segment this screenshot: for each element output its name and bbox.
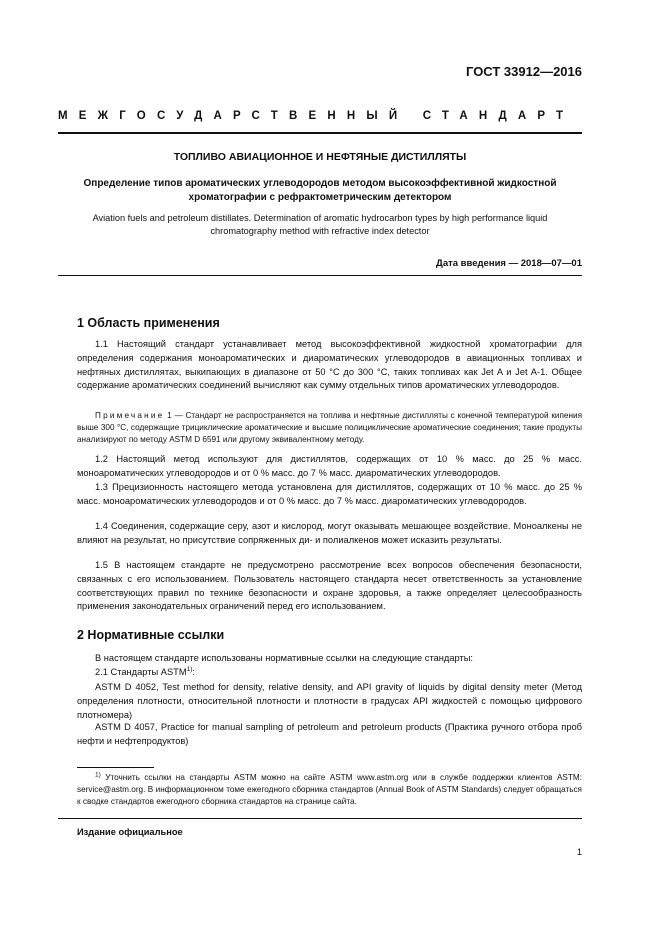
footnote bbox=[77, 772, 582, 809]
effective-date: Дата введения — 2018—07—01 bbox=[436, 258, 582, 269]
subsection-2-1 bbox=[77, 666, 582, 680]
paragraph-1-4: 1.4 Соединения, содержащие серу, азот и кислород, могут оказывать мешающее воздействие. Моноалкены не влияют на результат, но присутствие сопряженных ди- и полиалкенов может исказить результаты. bbox=[77, 521, 582, 545]
section-1-heading: 1 Область применения bbox=[77, 316, 220, 330]
note-text: 1 — Стандарт не распространяется на топлива и нефтяные дистилляты с конечной температурой кипения выше 300 °С, содержащие трициклические ароматические и высшие полициклические ароматические соединения; такие продукты анализируют по методу ASTM D 6591 или другому эквивалентному методу. bbox=[77, 411, 582, 445]
paragraph-1-2: 1.2 Настоящий метод используют для дистиллятов, содержащих от 10 % масс. до 25 % масс. моноароматических углеводородов и от 0 % масс. до 7 % масс. диароматических углеводородов. bbox=[77, 454, 582, 478]
standard-number: ГОСТ 33912—2016 bbox=[466, 64, 582, 79]
section-2-intro: В настоящем стандарте использованы нормативные ссылки на следующие стандарты: bbox=[95, 653, 474, 663]
subsection-2-1-colon: : bbox=[192, 667, 195, 677]
header-divider bbox=[58, 132, 582, 134]
subtitle-line-2: хроматографии с рефрактометрическим детектором bbox=[188, 192, 452, 203]
document-subtitle bbox=[58, 177, 582, 205]
footnote-separator bbox=[77, 767, 154, 768]
standard-type-banner: МЕЖГОСУДАРСТВЕННЫЙ СТАНДАРТ bbox=[58, 110, 575, 122]
reference-astm-d4057: ASTM D 4057, Practice for manual sampling of petroleum and petroleum products (Практика ручного отбора проб нефти и нефтепродуктов) bbox=[77, 722, 582, 746]
page-number: 1 bbox=[576, 847, 582, 857]
english-title-line-2: chromatography method with refractive index detector bbox=[210, 226, 430, 236]
paragraph-1-3: 1.3 Прецизионность настоящего метода установлена для дистиллятов, содержащих от 10 % масс. до 25 % масс. моноароматических углеводородов и от 0 % масс. до 7 % масс. диароматических углеводородов. bbox=[77, 482, 582, 506]
paragraph-1-1: 1.1 Настоящий стандарт устанавливает метод высокоэффективной жидкостной хроматографии для определения содержания моноароматических и диароматических углеводородов в авиационных топливах и нефтяных дистиллятах, выкипающих в диапазоне от 50 °С до 300 °С, таких топливах как Jet A и Jet A-1. Общее содержание ароматических соединений вычисляют как сумму отдельных типов ароматических углеводородов. bbox=[77, 339, 582, 391]
subtitle-line-1: Определение типов ароматических углеводородов методом высокоэффективной жидкостной bbox=[83, 178, 557, 189]
english-title bbox=[58, 212, 582, 238]
paragraph-1-5: 1.5 В настоящем стандарте не предусмотрено рассмотрение всех вопросов обеспечения безопасности, связанных с его использованием. Пользователь настоящего стандарта несет ответственность за установление соответствующих правил по технике безопасности и охране здоровья, а также определяет целесообразность применения законодательных ограничений перед его использованием. bbox=[77, 560, 582, 612]
footnote-marker: 1) bbox=[95, 771, 101, 779]
footer-divider bbox=[58, 818, 582, 819]
section-2-heading: 2 Нормативные ссылки bbox=[77, 628, 225, 642]
date-divider bbox=[58, 275, 582, 276]
english-title-line-1: Aviation fuels and petroleum distillates. Determination of aromatic hydrocarbon types by high performance liquid bbox=[92, 213, 548, 223]
footnote-text: Уточнить ссылки на стандарты ASTM можно на сайте ASTM www.astm.org или в службе поддержки клиентов ASTM: service@astm.org. В информационном томе ежегодного сборника стандартов (Annual Book of ASTM Standards) следует обращаться к сводке стандартов ежегодного сборника стандартов на странице сайта. bbox=[77, 773, 582, 807]
reference-astm-d4052: ASTM D 4052, Test method for density, relative density, and API gravity of liquids by digital density meter (Метод определения плотности, относительной плотности и плотности в градусах API жидкостей с помощью цифрового плотномера) bbox=[77, 682, 582, 720]
subsection-2-1-label: 2.1 Стандарты ASTM bbox=[95, 667, 187, 677]
note-1 bbox=[77, 410, 582, 447]
document-title: ТОПЛИВО АВИАЦИОННОЕ И НЕФТЯНЫЕ ДИСТИЛЛЯТЫ bbox=[173, 151, 467, 163]
note-label: Примечание bbox=[95, 411, 165, 420]
edition-label: Издание официальное bbox=[77, 827, 183, 837]
footnote-marker-ref: 1) bbox=[186, 665, 193, 673]
